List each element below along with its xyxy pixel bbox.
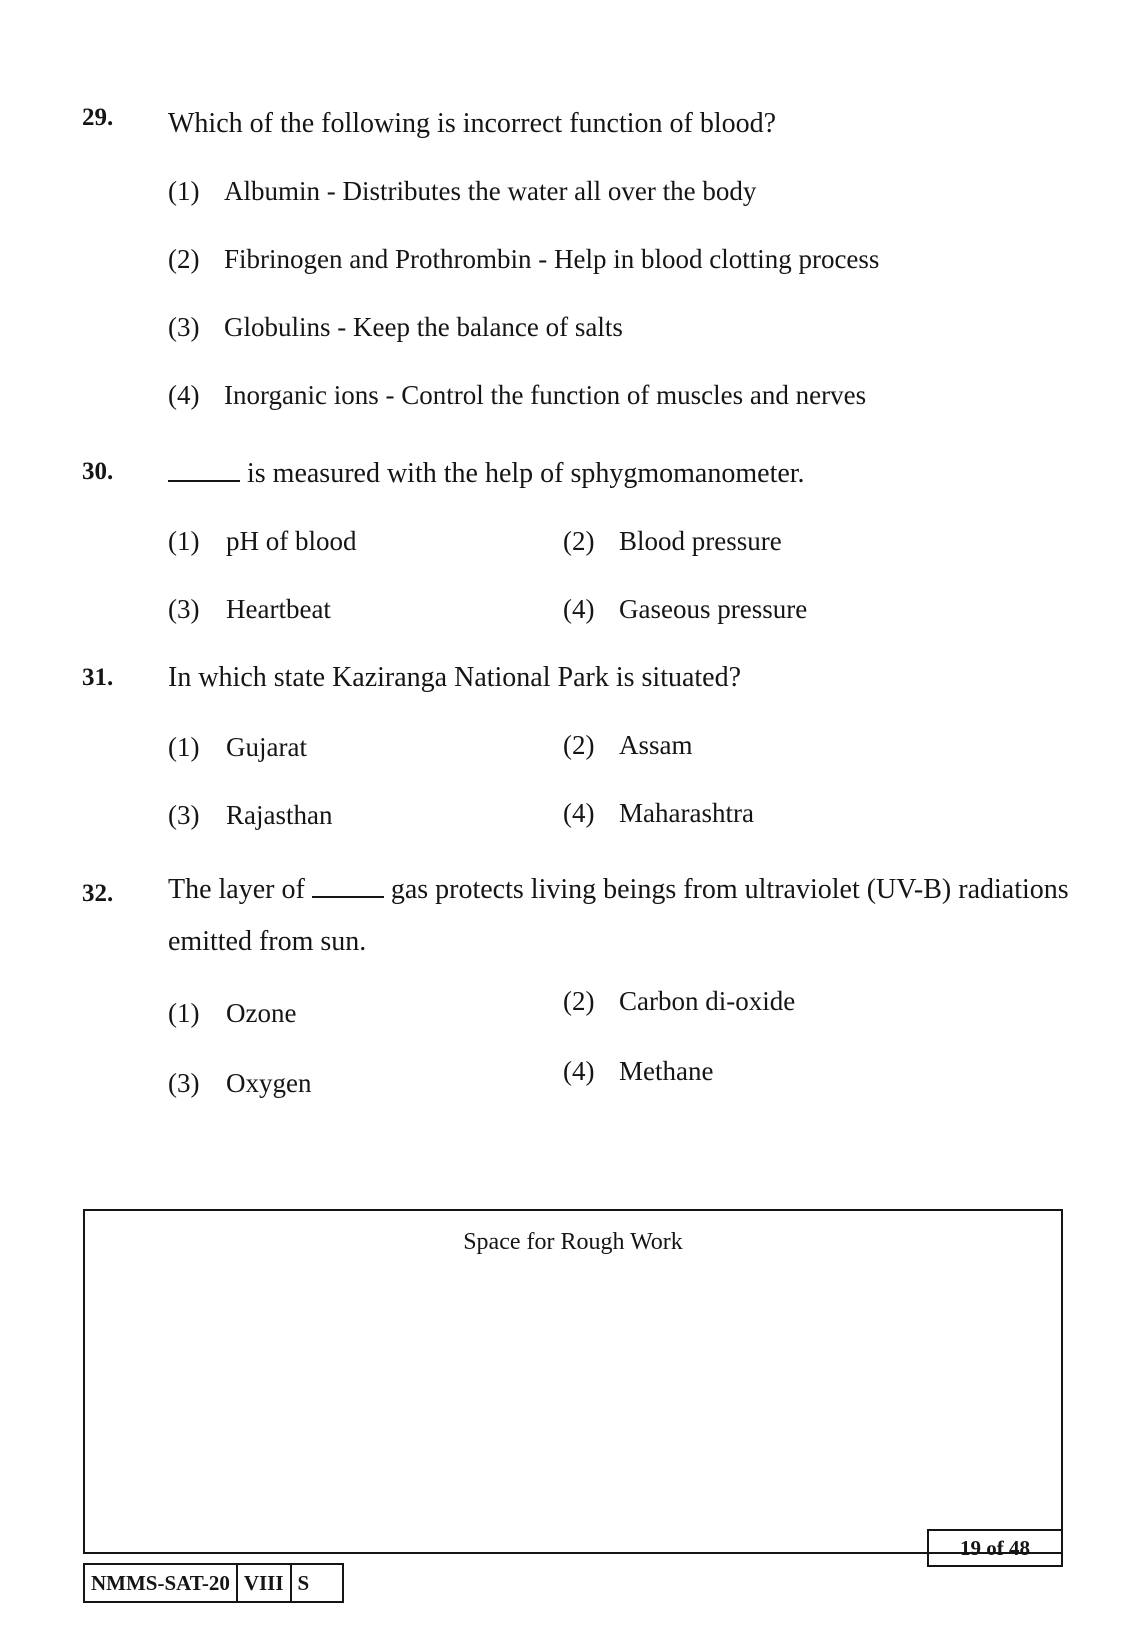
q32-option-4-text: Methane xyxy=(619,1056,714,1086)
q31-option-3-text: Rajasthan xyxy=(226,800,333,830)
exam-set: S xyxy=(297,1571,310,1595)
question-30-text xyxy=(168,456,805,490)
question-32-text-after-blank: gas protects living beings from ultraviolet (UV-B) radiations xyxy=(390,874,1069,905)
q31-option-2-text: Assam xyxy=(619,730,693,760)
q29-option-3-number: (3) xyxy=(168,312,200,342)
q29-option-2-number: (2) xyxy=(168,244,200,274)
q30-option-1-number: (1) xyxy=(168,526,200,556)
q31-option-3-number: (3) xyxy=(168,800,200,830)
q32-option-2-text: Carbon di-oxide xyxy=(619,986,796,1016)
rough-work-title: Space for Rough Work xyxy=(463,1229,683,1255)
q30-option-1-text: pH of blood xyxy=(226,526,357,556)
q32-option-2-number: (2) xyxy=(563,986,595,1016)
answer-blank xyxy=(168,456,240,482)
q32-option-3-number: (3) xyxy=(168,1068,200,1098)
q29-option-3-text: Globulins - Keep the balance of salts xyxy=(224,312,623,342)
q29-option-4-number: (4) xyxy=(168,380,200,410)
q29-option-2-text: Fibrinogen and Prothrombin - Help in blood clotting process xyxy=(224,244,880,274)
question-29-text: Which of the following is incorrect function of blood? xyxy=(168,108,777,139)
q32-option-1-text: Ozone xyxy=(226,998,297,1028)
answer-blank xyxy=(312,872,384,898)
q30-option-3-number: (3) xyxy=(168,594,200,624)
q29-option-1-number: (1) xyxy=(168,176,200,206)
q30-option-3-text: Heartbeat xyxy=(226,594,331,624)
q31-option-1-number: (1) xyxy=(168,732,200,762)
q31-option-1-text: Gujarat xyxy=(226,732,307,762)
q32-option-3-text: Oxygen xyxy=(226,1068,312,1098)
q30-option-4-text: Gaseous pressure xyxy=(619,594,808,624)
q31-option-4-number: (4) xyxy=(563,798,595,828)
question-30-text-after-blank: is measured with the help of sphygmomanometer. xyxy=(247,458,805,489)
exam-code: NMMS-SAT-20 xyxy=(85,1565,238,1601)
q29-option-1-text: Albumin - Distributes the water all over the body xyxy=(224,176,757,206)
question-32-text-before-blank: The layer of xyxy=(168,874,305,905)
question-31-number: 31. xyxy=(82,664,114,691)
question-32-text-line-2: emitted from sun. xyxy=(168,926,367,957)
question-31-text: In which state Kaziranga National Park is situated? xyxy=(168,662,742,693)
rough-work-box xyxy=(83,1209,1063,1554)
page-indicator: 19 of 48 xyxy=(927,1529,1063,1567)
q31-option-4-text: Maharashtra xyxy=(619,798,754,828)
exam-class: VIII xyxy=(238,1565,292,1601)
q31-option-2-number: (2) xyxy=(563,730,595,760)
question-32-text xyxy=(168,872,1069,906)
question-32-number: 32. xyxy=(82,880,114,907)
question-30-number: 30. xyxy=(82,458,114,485)
q32-option-1-number: (1) xyxy=(168,998,200,1028)
q30-option-2-number: (2) xyxy=(563,526,595,556)
q32-option-4-number: (4) xyxy=(563,1056,595,1086)
q30-option-2-text: Blood pressure xyxy=(619,526,782,556)
q29-option-4-text: Inorganic ions - Control the function of muscles and nerves xyxy=(224,380,867,410)
question-29-number: 29. xyxy=(82,104,114,131)
q30-option-4-number: (4) xyxy=(563,594,595,624)
exam-code-box xyxy=(83,1563,344,1603)
